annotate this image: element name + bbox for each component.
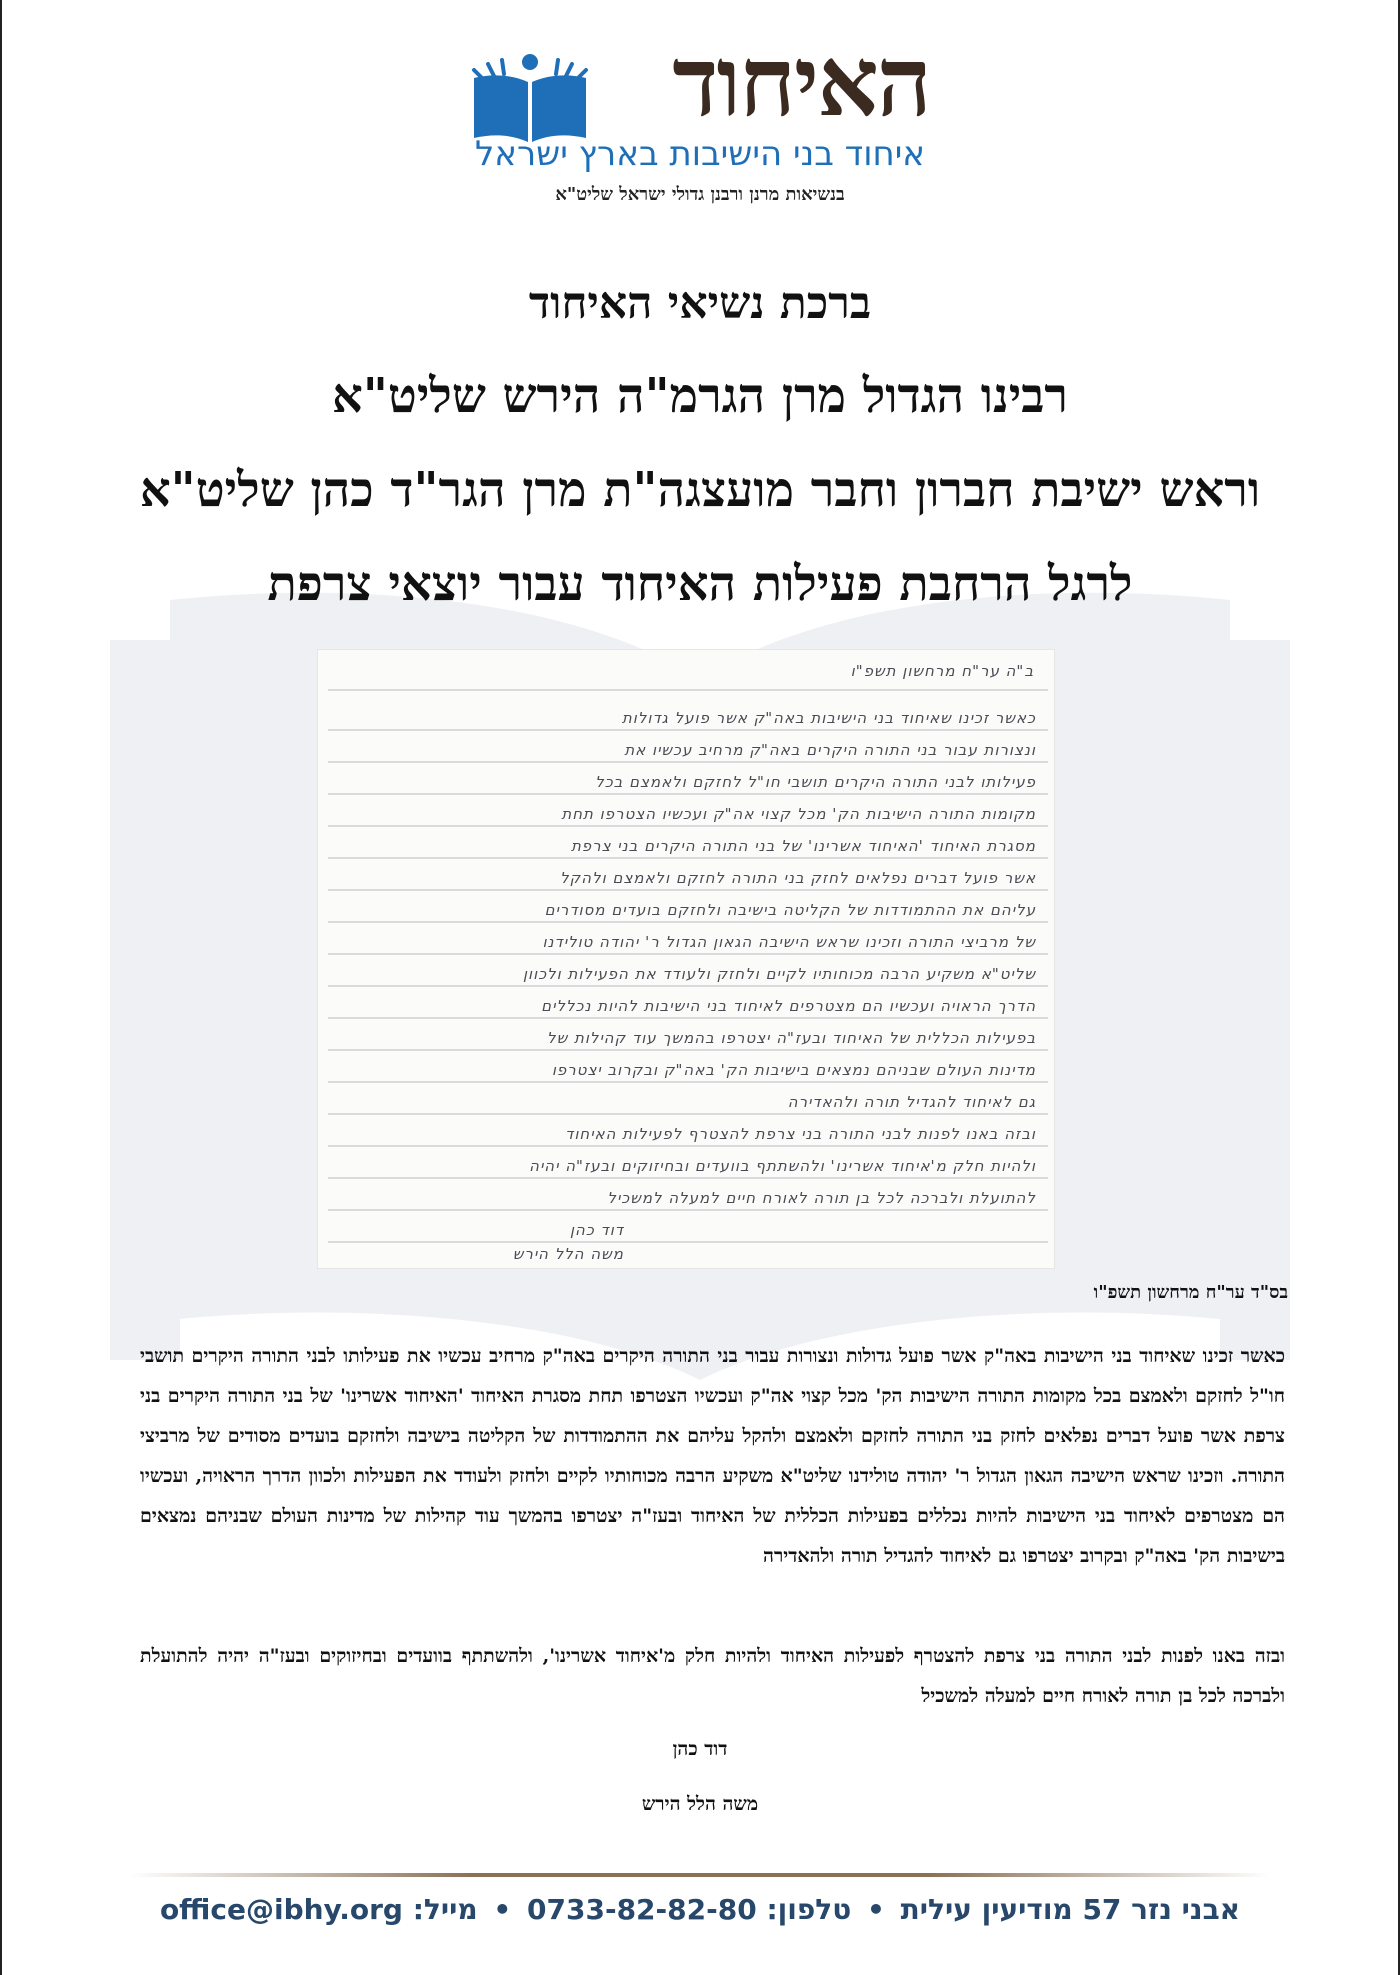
footer-separator: • [867,1893,885,1926]
letter-line: ובזה באנו לפנות לבני התורה בני צרפת להצטרף לפעילות האיחוד [565,1127,1036,1142]
letter-signature: דוד כהן [569,1223,624,1238]
footer-phone-label: טלפון: [766,1893,852,1926]
letter-line: מקומות התורה הישיבות הק' מכל קצוי אה"ק ועכשיו הצטרפו תחת [561,807,1036,822]
heading-rabbi-cohen: וראש ישיבת חברון וחבר מועצגה"ת מרן הגר"ד כהן שליט"א [139,462,1261,518]
brand-logo [470,25,930,140]
open-book-icon [470,52,590,142]
footer-separator: • [493,1893,512,1926]
letter-line: שליט"א משקיע הרבה מכוחותיו לקיים ולחזק ולעודד את הפעילות ולכוון [522,967,1036,982]
letter-line: פעילותו לבני התורה היקרים תושבי חו"ל לחזקם ולאמצם בכל [595,775,1036,790]
body-paragraph: כאשר זכינו שאיחוד בני הישיבות באה"ק אשר פועל גדולות ונצורות עבור בני התורה היקרים באה"ק מרחיב עכשיו את פעילותו לבני התורה היקרים תושבי חו"ל לחזקם ולאמצם בכל מקומות התורה הישיבות הק' מכל קצוי אה"ק ועכשיו הצטרפו תחת מסגרת האיחוד 'האיחוד אשרינו' של בני התורה היקרים בני צרפת אשר פועל דברים נפלאים לחזק בני התורה לחזקם ולאמצם ולהקל עליהם את ההתמודדות של הקליטה בישיבה ולחזקם בועדים מסודים של מרביצי התורה. וזכינו שראש הישיבה הגאון הגדול ר' יהודה טולידנו שליט"א משקיע הרבה מכוחותיו לקיים ולחזק ולעודד את הפעילות ולכוון הדרך הראויה, ועכשיו הם מצטרפים לאיחוד בני הישיבות להיות נכללים בפעילות הכללית של האיחוד ובעז"ה יצטרפו בהמשך עוד קהילות של מדינות העולם שבניהם נמצאים בישיבות הק' באה"ק ובקרוב יצטרפו גם לאיחוד להגדיל תורה ולהאדירה [140,1345,1285,1567]
footer-phone[interactable]: 0733-82-82-80 [527,1893,757,1926]
letter-line: גם לאיחוד להגדיל תורה ולהאדירה [787,1095,1036,1110]
footer-address: אבני נזר 57 מודיעין עילית [900,1893,1241,1926]
letter-line: מדינות העולם שבניהם נמצאים בישיבות הק' באה"ק ובקרוב יצטרפו [551,1063,1036,1078]
letter-line: ונצורות עבור בני התורה היקרים באה"ק מרחיב עכשיו את [624,743,1036,758]
footer-divider [130,1873,1270,1877]
letter-line: הדרך הראויה ועכשיו הם מצטרפים לאיחוד בני הישיבות להיות נכללים [541,999,1036,1014]
letter-line: להתועלת ולברכה לכל בן תורה לאורח חיים למעלה למשכיל [607,1191,1036,1206]
heading-blessing: ברכת נשיאי האיחוד [528,278,872,329]
letter-line: אשר פועל דברים נפלאים לחזק בני התורה לחזקם ולאמצם ולהקל [560,871,1036,886]
letter-line: מסגרת האיחוד 'האיחוד אשרינו' של בני התורה היקרים בני צרפת [570,839,1036,854]
logo-tagline: בנשיאות מרנן ורבנן גדולי ישראל שליט"א [555,184,845,205]
letter-signature: משה הלל הירש [512,1247,624,1262]
heading-rabbi-hirsch: רבינו הגדול מרן הגרמ"ה הירש שליט"א [332,368,1068,424]
logo-wordmark: האיחוד [672,25,930,138]
handwritten-letter [318,650,1054,1268]
date-line: בס"ד ער"ח מרחשון תשפ"ו [1093,1282,1288,1303]
letter-line: כאשר זכינו שאיחוד בני הישיבות באה"ק אשר פועל גדולות [621,711,1036,726]
signature-cohen: דוד כהן [672,1738,728,1760]
letter-line: של מרביצי התורה וזכינו שראש הישיבה הגאון הגדול ר' יהודה טולידנו [542,935,1036,950]
footer-email-link[interactable]: office@ibhy.org [159,1893,403,1926]
heading-occasion: לרגל הרחבת פעילות האיחוד עבור יוצאי צרפת [267,556,1133,612]
signature-hirsch: משה הלל הירש [641,1793,759,1815]
footer-contact [0,1893,1400,1926]
footer-email-label: מייל: [412,1893,478,1926]
letter-line: בפעילות הכללית של האיחוד ובעז"ה יצטרפו בהמשך עוד קהילות של [547,1031,1036,1046]
letter-line: עליהם את ההתמודדות של הקליטה בישיבה ולחזקם בועדים מסודרים [544,903,1036,918]
body-paragraph: ובזה באנו לפנות לבני התורה בני צרפת להצטרף לפעילות האיחוד ולהיות חלק מ'איחוד אשרינו', ולהשתתף בוועדים ובחיזוקים ובעז"ה יהיה להתועלת ולברכה לכל בן תורה לאורח חיים למעלה למשכיל [140,1645,1285,1707]
logo-subtitle: איחוד בני הישיבות בארץ ישראל [474,134,926,174]
letter-header: ב"ה ער"ח מרחשון תשפ"ו [850,664,1034,679]
letter-line: ולהיות חלק מ'איחוד אשרינו' ולהשתתף בוועדים ובחיזוקים ובעז"ה יהיה [529,1159,1036,1174]
